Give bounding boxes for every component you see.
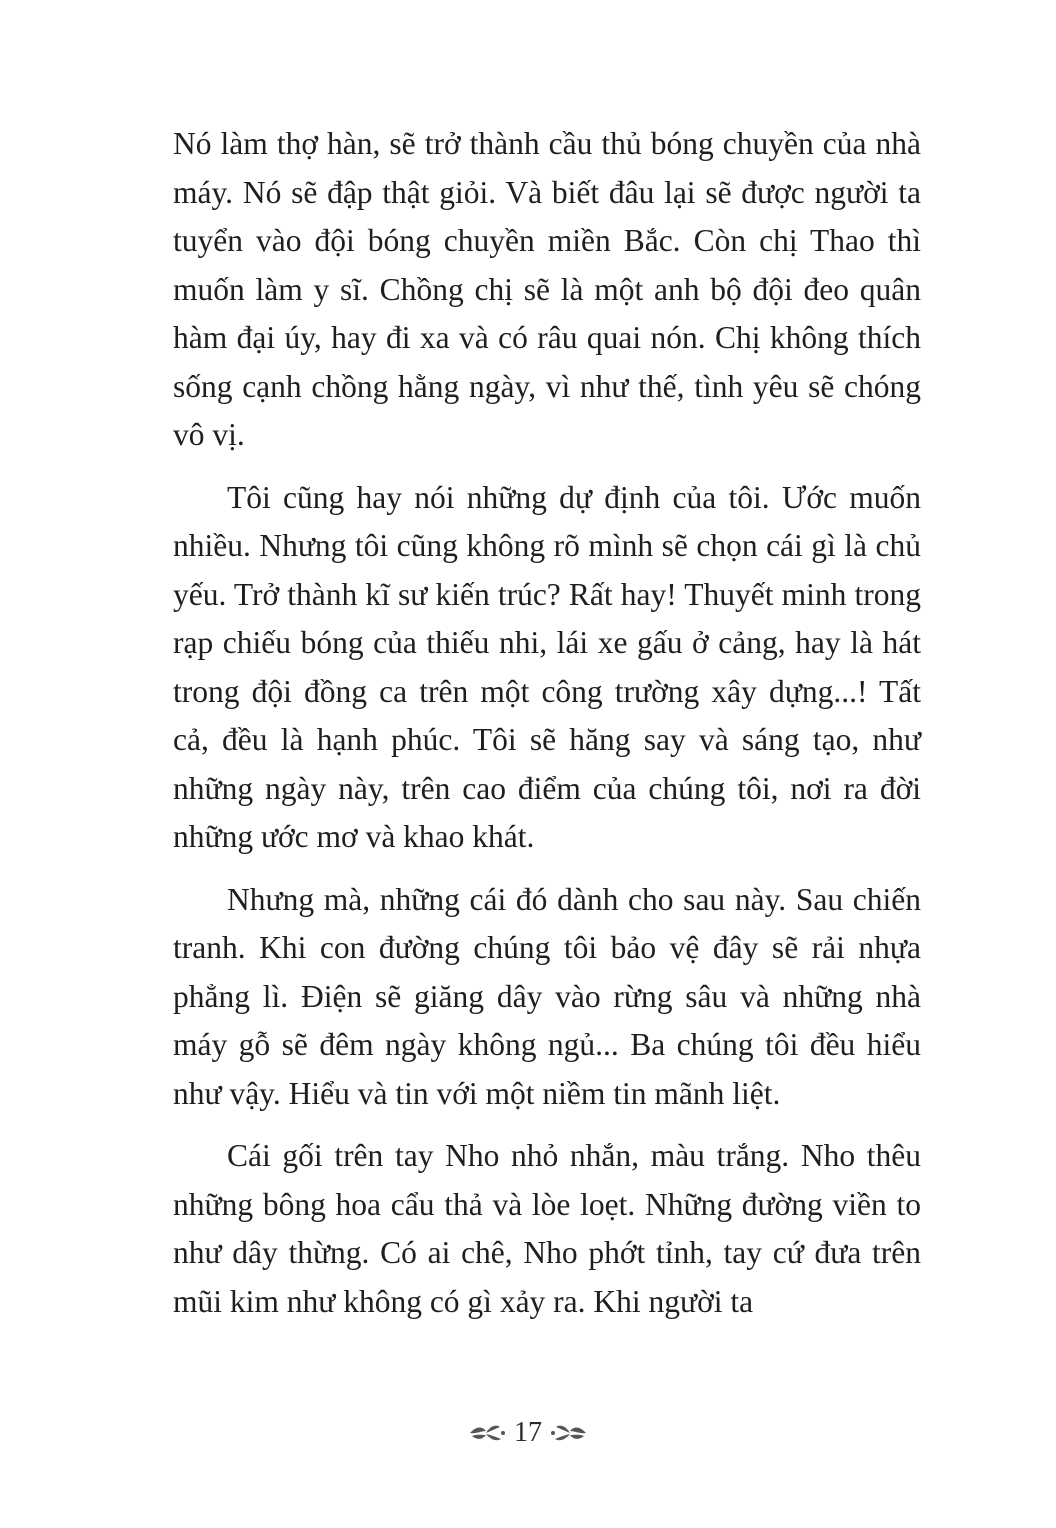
paragraph-3: Nhưng mà, những cái đó dành cho sau này. Sau chiến tranh. Khi con đường chúng tôi bảo vệ đây sẽ rải nhựa phẳng lì. Điện sẽ giăng dây vào rừng sâu và những nhà máy gỗ sẽ đêm ngày không ngủ... Ba chúng tôi đều hiểu như vậy. Hiểu và tin với một niềm tin mãnh liệt. — [173, 881, 921, 1111]
left-floral-ornament-icon — [468, 1422, 506, 1444]
page-number: 17 — [514, 1417, 542, 1448]
right-floral-ornament-icon — [550, 1422, 588, 1444]
paragraph-4: Cái gối trên tay Nho nhỏ nhắn, màu trắng. Nho thêu những bông hoa cẩu thả và lòe loẹt. Những đường viền to như dây thừng. Có ai chê, Nho phớt tỉnh, tay cứ đưa trên mũi kim như không có gì xảy ra. Khi người ta — [173, 1138, 921, 1319]
body-text — [173, 120, 921, 1340]
page-footer — [0, 1413, 1056, 1453]
paragraph-2: Tôi cũng hay nói những dự định của tôi. Ước muốn nhiều. Nhưng tôi cũng không rõ mình sẽ chọn cái gì là chủ yếu. Trở thành kĩ sư kiến trúc? Rất hay! Thuyết minh trong rạp chiếu bóng của thiếu nhi, lái xe gấu ở cảng, hay là hát trong đội đồng ca trên một công trường xây dựng...! Tất cả, đều là hạnh phúc. Tôi sẽ hăng say và sáng tạo, như những ngày này, trên cao điểm của chúng tôi, nơi ra đời những ước mơ và khao khát. — [173, 479, 921, 854]
paragraph-1: Nó làm thợ hàn, sẽ trở thành cầu thủ bóng chuyền của nhà máy. Nó sẽ đập thật giỏi. Và biết đâu lại sẽ được người ta tuyển vào đội bóng chuyền miền Bắc. Còn chị Thao thì muốn làm y sĩ. Chồng chị sẽ là một anh bộ đội đeo quân hàm đại úy, hay đi xa và có râu quai nón. Chị không thích sống cạnh chồng hằng ngày, vì như thế, tình yêu sẽ chóng vô vị. — [173, 126, 921, 452]
